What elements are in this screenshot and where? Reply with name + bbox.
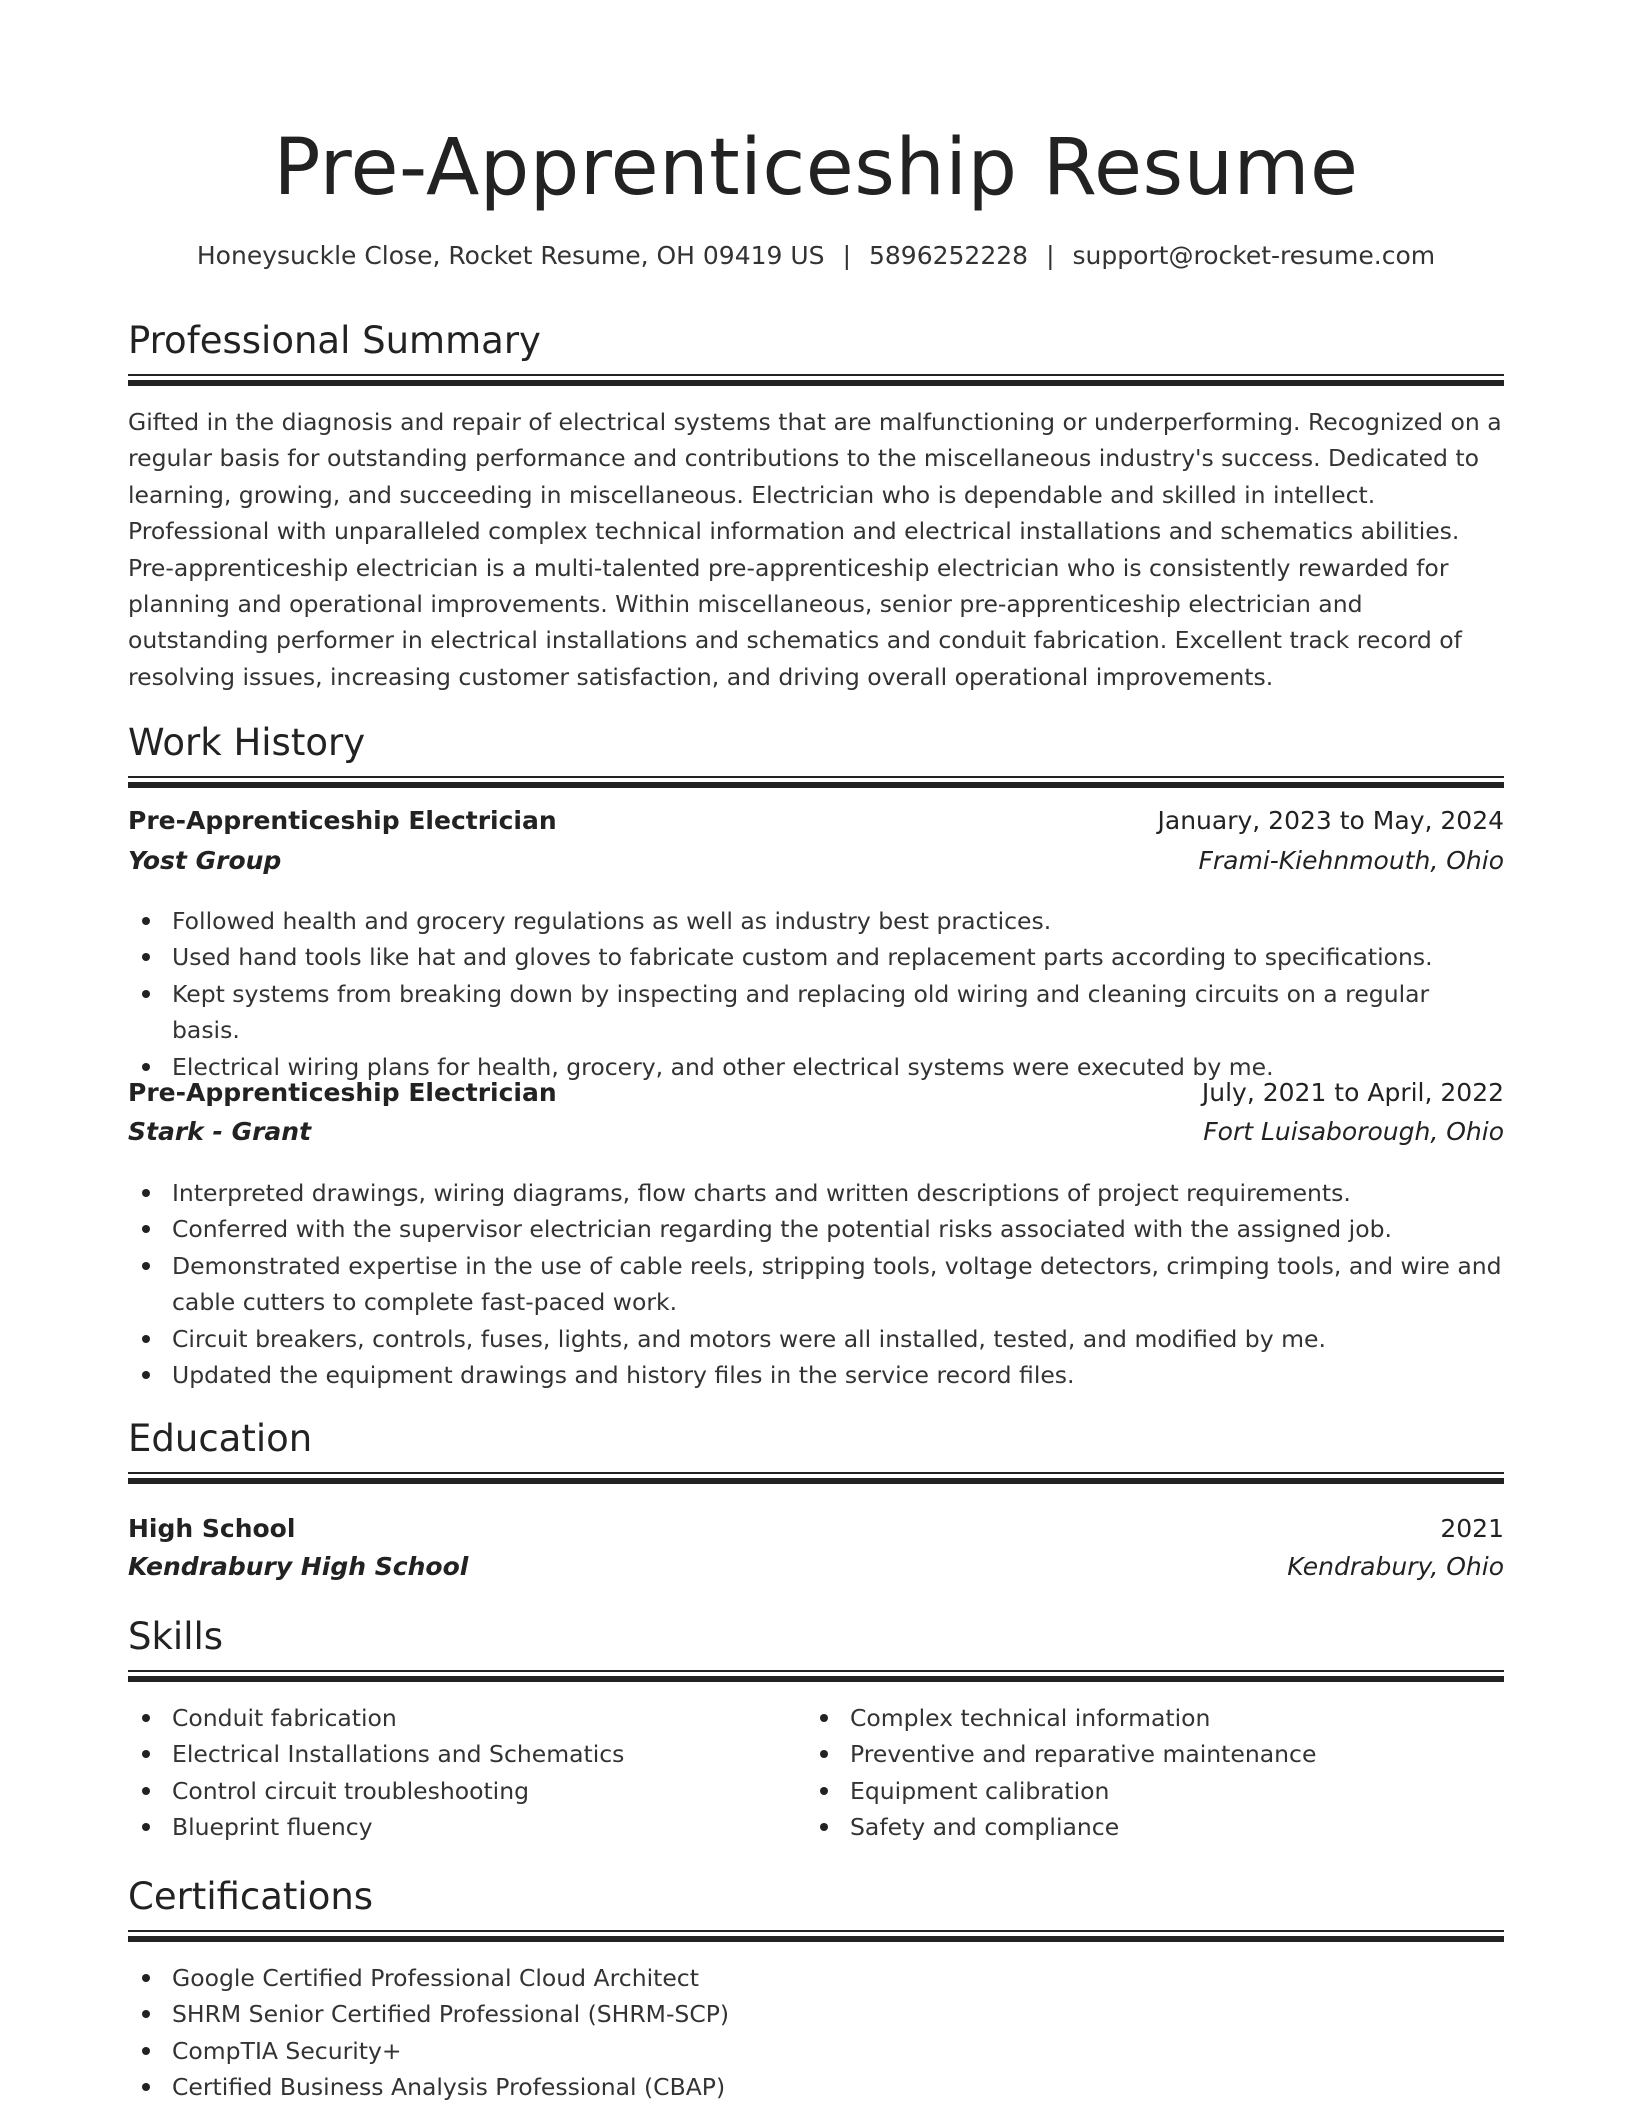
job-header-row	[128, 802, 1504, 840]
resume-title: Pre-Apprenticeship Resume	[273, 123, 1359, 213]
skills-heading: Skills	[128, 1615, 224, 1658]
skill-text: Blueprint fluency	[172, 1813, 373, 1842]
list-item	[172, 1175, 1504, 1211]
bullet-text: Updated the equipment drawings and history files in the service record files.	[172, 1361, 1075, 1390]
job-company: Stark - Grant	[128, 1117, 312, 1146]
certification-text: Google Certified Professional Cloud Architect	[172, 1964, 699, 1992]
education-degree: High School	[128, 1514, 296, 1543]
job-bullets	[128, 1175, 1504, 1393]
certifications-heading: Certifications	[128, 1875, 374, 1918]
bullet-text: Demonstrated expertise in the use of cable reels, stripping tools, voltage detectors, crimping tools, and wire and cable cutters to complete fast-paced work.	[172, 1251, 1502, 1317]
job-company-row	[128, 842, 1504, 880]
bullet-text: Interpreted drawings, wiring diagrams, flow charts and written descriptions of project requirements.	[172, 1179, 1351, 1207]
job-location: Fort Luisaborough, Ohio	[1203, 1117, 1504, 1146]
bullet-icon	[142, 1189, 150, 1197]
bullet-icon	[142, 1262, 150, 1270]
job-header-row	[128, 1074, 1504, 1112]
job-bullets	[128, 903, 1504, 1085]
bullet-icon	[142, 1225, 150, 1233]
list-item	[850, 1736, 1504, 1772]
certification-text: Certified Business Analysis Professional (CBAP)	[172, 2073, 726, 2102]
bullet-text: Kept systems from breaking down by inspecting and replacing old wiring and cleaning circuits on a regular basis.	[172, 979, 1430, 1045]
section-divider	[128, 1930, 1504, 1942]
contact-address: Honeysuckle Close, Rocket Resume, OH 09419 US	[196, 241, 825, 270]
work-history-heading: Work History	[128, 721, 366, 764]
list-item	[172, 1996, 1504, 2032]
section-divider	[128, 1670, 1504, 1682]
education-header-row	[128, 1510, 1504, 1548]
bullet-text: Circuit breakers, controls, fuses, lights, and motors were all installed, tested, and modified by me.	[172, 1324, 1326, 1353]
contact-separator: |	[1046, 241, 1055, 270]
bullet-icon	[142, 917, 150, 925]
education-year: 2021	[1440, 1514, 1504, 1543]
bullet-icon	[820, 1787, 828, 1795]
skill-text: Preventive and reparative maintenance	[850, 1740, 1317, 1769]
skill-text: Complex technical information	[850, 1704, 1211, 1732]
bullet-icon	[142, 990, 150, 998]
education-school: Kendrabury High School	[128, 1552, 469, 1581]
list-item	[172, 976, 1504, 1049]
list-item	[850, 1700, 1504, 1736]
bullet-icon	[142, 2047, 150, 2055]
job-title: Pre-Apprenticeship Electrician	[128, 1078, 557, 1107]
job-company-row	[128, 1113, 1504, 1151]
summary-heading: Professional Summary	[128, 319, 541, 362]
bullet-text: Used hand tools like hat and gloves to fabricate custom and replacement parts according to specifications.	[172, 943, 1433, 972]
bullet-text: Followed health and grocery regulations as well as industry best practices.	[172, 907, 1052, 935]
summary-text: Gifted in the diagnosis and repair of electrical systems that are malfunctioning or underperforming. Recognized on a regular basis for outstanding performance and contributions to the miscellaneous industry's success. Dedicated to learning, growing, and succeeding in miscellaneous. Electrician who is dependable and skilled in intellect. Professional with unparalleled complex technical information and electrical installations and schematics abilities. Pre-apprenticeship electrician is a multi-talented pre-apprenticeship electrician who is consistently rewarded for planning and operational improvements. Within miscellaneous, senior pre-apprenticeship electrician and outstanding performer in electrical installations and schematics and conduit fabrication. Excellent track record of resolving issues, increasing customer satisfaction, and driving overall operational improvements.	[128, 408, 1502, 691]
skill-text: Electrical Installations and Schematics	[172, 1740, 625, 1769]
list-item	[172, 1248, 1504, 1321]
bullet-icon	[142, 1974, 150, 1982]
job-dates: January, 2023 to May, 2024	[1157, 806, 1504, 835]
job-title: Pre-Apprenticeship Electrician	[128, 806, 557, 835]
bullet-icon	[142, 1063, 150, 1071]
list-item	[850, 1773, 1504, 1809]
section-divider	[128, 1472, 1504, 1484]
bullet-icon	[142, 2010, 150, 2018]
list-item	[172, 2069, 1504, 2105]
bullet-icon	[820, 1714, 828, 1722]
education-school-row	[128, 1548, 1504, 1586]
certifications-list	[128, 1960, 1504, 2106]
skill-text: Equipment calibration	[850, 1776, 1110, 1805]
list-item	[172, 1357, 1504, 1393]
skills-list-left	[128, 1700, 802, 1846]
education-heading: Education	[128, 1417, 313, 1460]
education-location: Kendrabury, Ohio	[1287, 1552, 1504, 1581]
list-item	[172, 939, 1504, 975]
job-company: Yost Group	[128, 846, 282, 875]
skill-text: Safety and compliance	[850, 1813, 1120, 1842]
contact-separator: |	[842, 241, 851, 270]
bullet-icon	[142, 1371, 150, 1379]
contact-email: support@rocket-resume.com	[1072, 241, 1436, 270]
skills-list-right	[806, 1700, 1504, 1846]
certification-text: CompTIA Security+	[172, 2036, 402, 2065]
list-item	[172, 1211, 1504, 1247]
list-item	[172, 903, 1504, 939]
certification-text: SHRM Senior Certified Professional (SHRM-SCP)	[172, 2000, 730, 2029]
bullet-text: Electrical wiring plans for health, grocery, and other electrical systems were executed by me.	[172, 1052, 1274, 1081]
bullet-icon	[142, 953, 150, 961]
bullet-icon	[142, 2083, 150, 2091]
job-location: Frami-Kiehnmouth, Ohio	[1198, 846, 1504, 875]
bullet-icon	[820, 1823, 828, 1831]
bullet-icon	[142, 1750, 150, 1758]
list-item	[850, 1809, 1504, 1845]
list-item	[172, 2033, 1504, 2069]
bullet-icon	[820, 1750, 828, 1758]
list-item	[172, 1809, 802, 1845]
bullet-icon	[142, 1714, 150, 1722]
list-item	[172, 1773, 802, 1809]
section-divider	[128, 776, 1504, 788]
list-item	[172, 1960, 1504, 1996]
skill-text: Conduit fabrication	[172, 1704, 397, 1732]
list-item	[172, 1736, 802, 1772]
bullet-icon	[142, 1787, 150, 1795]
contact-phone: 5896252228	[869, 241, 1029, 270]
list-item	[172, 1700, 802, 1736]
skill-text: Control circuit troubleshooting	[172, 1776, 530, 1805]
bullet-text: Conferred with the supervisor electrician regarding the potential risks associated with the assigned job.	[172, 1215, 1392, 1244]
bullet-icon	[142, 1823, 150, 1831]
bullet-icon	[142, 1335, 150, 1343]
section-divider	[128, 374, 1504, 386]
contact-line	[128, 238, 1504, 274]
job-dates: July, 2021 to April, 2022	[1201, 1078, 1504, 1107]
list-item	[172, 1321, 1504, 1357]
